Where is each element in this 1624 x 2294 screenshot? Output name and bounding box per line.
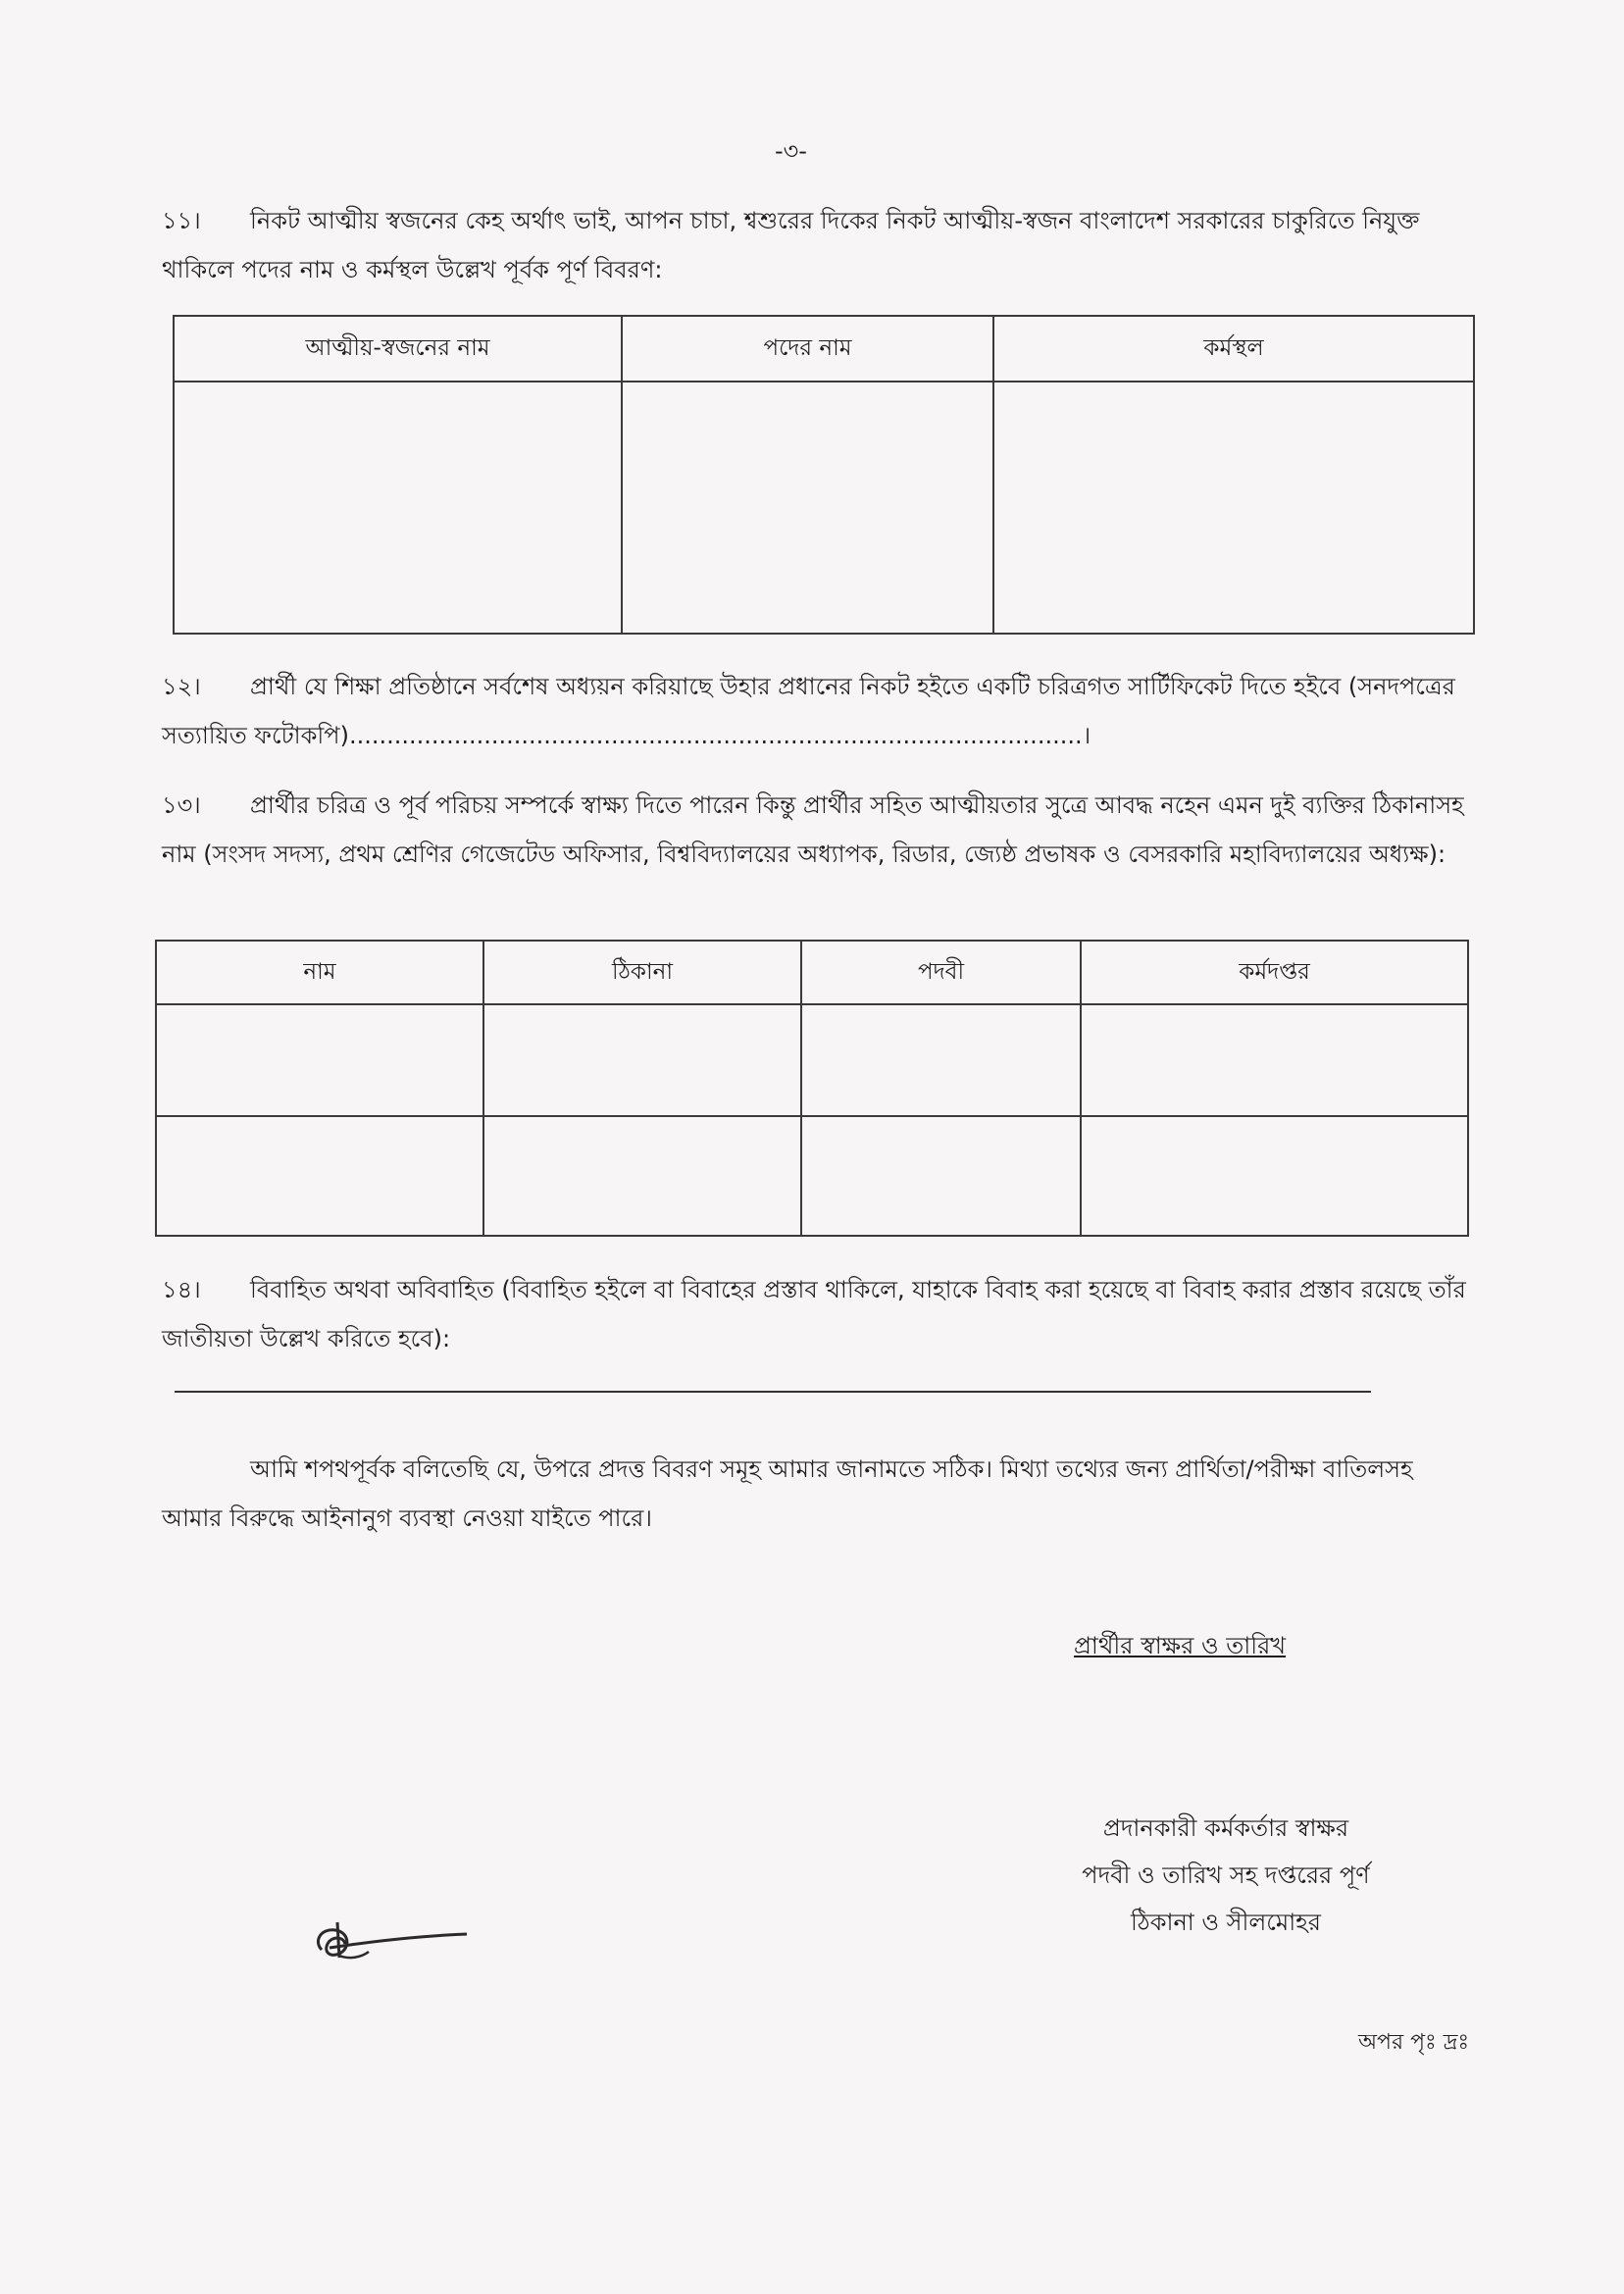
reference-2-office-cell[interactable] xyxy=(1081,1116,1468,1236)
header-office: কর্মদপ্তর xyxy=(1081,941,1468,1004)
table-row xyxy=(174,382,1474,634)
header-relative-name: আত্মীয়-স্বজনের নাম xyxy=(174,316,622,382)
reference-2-name-cell[interactable] xyxy=(156,1116,483,1236)
reference-1-name-cell[interactable] xyxy=(156,1004,483,1116)
answer-underline xyxy=(175,1371,1371,1393)
declaration-body: আমি শপথপূর্বক বলিতেছি যে, উপরে প্রদত্ত বিবরণ সমূহ আমার জানামতে সঠিক। মিথ্যা তথ্যের জন্য প্রার্থিতা/পরীক্ষা বাতিলসহ আমার বিরুদ্ধে আইনানুগ ব্যবস্থা নেওয়া যাইতে পারে। xyxy=(162,1455,1413,1532)
nationality-answer-field[interactable] xyxy=(175,1371,1371,1393)
officer-line-1: প্রদানকারী কর্মকর্তার স্বাক্ষর xyxy=(1102,1814,1349,1842)
workplace-cell[interactable] xyxy=(993,382,1474,634)
table-row xyxy=(156,1116,1468,1236)
officer-line-2: পদবী ও তারিখ সহ দপ্তরের পূর্ণ xyxy=(1082,1861,1370,1889)
section-12-body: প্রার্থী যে শিক্ষা প্রতিষ্ঠানে সর্বশেষ অধ্যয়ন করিয়াছে উহার প্রধানের নিকট হইতে একটি চরিত্রগত সার্টিফিকেট দিতে হইবে (সনদপত্রের সত্যায়িত ফটোকপি)..................................................................................................। xyxy=(162,673,1455,749)
post-name-cell[interactable] xyxy=(622,382,993,634)
relative-name-cell[interactable] xyxy=(174,382,622,634)
reference-1-designation-cell[interactable] xyxy=(801,1004,1081,1116)
section-13-body: প্রার্থীর চরিত্র ও পূর্ব পরিচয় সম্পর্কে স্বাক্ষ্য দিতে পারেন কিন্তু প্রার্থীর সহিত আত্মীয়তার সুত্রে আবদ্ধ নহেন এমন দুই ব্যক্তির ঠিকানাসহ নাম (সংসদ সদস্য, প্রথম শ্রেণির গেজেটেড অফিসার, বিশ্ববিদ্যালয়ের অধ্যাপক, রিডার, জ্যেষ্ঠ প্রভাষক ও বেসরকারি মহাবিদ্যালয়ের অধ্যক্ষ): xyxy=(162,791,1464,868)
header-name: নাম xyxy=(156,941,483,1004)
section-11-number: ১১। xyxy=(162,207,201,234)
header-address: ঠিকানা xyxy=(483,941,801,1004)
section-11-body: নিকট আত্মীয় স্বজনের কেহ অর্থাৎ ভাই, আপন চাচা, শ্বশুরের দিকের নিকট আত্মীয়-স্বজন বাংলাদেশ সরকারের চাকুরিতে নিযুক্ত থাকিলে পদের নাম ও কর্মস্থল উল্লেখ পূর্বক পূর্ণ বিবরণ: xyxy=(162,207,1420,283)
officer-block xyxy=(1020,1805,1432,1946)
reference-2-address-cell[interactable] xyxy=(483,1116,801,1236)
officer-line-3: ঠিকানা ও সীলমোহর xyxy=(1131,1909,1321,1936)
section-13-number: ১৩। xyxy=(162,791,201,819)
relatives-table xyxy=(173,315,1475,635)
section-14-number: ১৪। xyxy=(162,1276,201,1303)
section-12-text xyxy=(162,662,1476,760)
handwritten-signature-icon xyxy=(310,1912,486,1971)
section-13-text xyxy=(162,781,1476,879)
table-row xyxy=(156,1004,1468,1116)
reference-1-office-cell[interactable] xyxy=(1081,1004,1468,1116)
header-workplace: কর্মস্থল xyxy=(993,316,1474,382)
section-11-text xyxy=(162,196,1476,294)
page-number: -৩- xyxy=(775,137,807,165)
reference-2-designation-cell[interactable] xyxy=(801,1116,1081,1236)
please-turn-over: অপর পৃঃ দ্রঃ xyxy=(1358,2030,1470,2055)
candidate-signature-label: প্রার্থীর স্বাক্ষর ও তারিখ xyxy=(1074,1632,1287,1659)
declaration-text xyxy=(162,1445,1476,1543)
references-table-header xyxy=(156,941,1468,1004)
references-table xyxy=(155,940,1469,1237)
relatives-table-header xyxy=(174,316,1474,382)
section-14-body: বিবাহিত অথবা অবিবাহিত (বিবাহিত হইলে বা বিবাহের প্রস্তাব থাকিলে, যাহাকে বিবাহ করা হয়েছে বা বিবাহ করার প্রস্তাব রয়েছে তাঁর জাতীয়তা উল্লেখ করিতে হবে): xyxy=(162,1276,1466,1352)
header-designation: পদবী xyxy=(801,941,1081,1004)
section-14-text xyxy=(162,1265,1476,1363)
section-12-number: ১২। xyxy=(162,673,201,700)
reference-1-address-cell[interactable] xyxy=(483,1004,801,1116)
header-post-name: পদের নাম xyxy=(622,316,993,382)
